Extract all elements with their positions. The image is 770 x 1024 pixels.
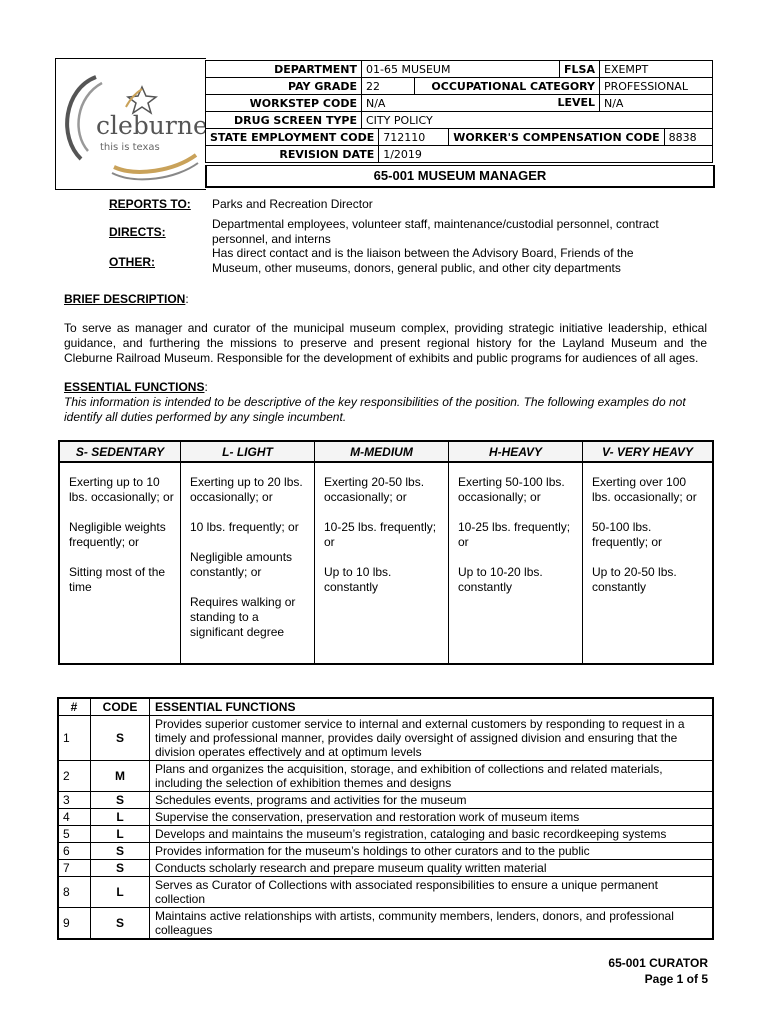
strength-header: S- SEDENTARY <box>59 441 181 462</box>
workstep-label: WORKSTEP CODE <box>206 95 362 112</box>
workers-comp-value: 8838 <box>664 129 712 146</box>
strength-header: V- VERY HEAVY <box>583 441 714 462</box>
row-text: Maintains active relationships with artists, community members, lenders, donors, and professional colleagues <box>150 908 714 940</box>
revision-date-label: REVISION DATE <box>206 146 379 163</box>
row-code: M <box>91 761 150 792</box>
reports-to-label: REPORTS TO: <box>109 197 191 211</box>
logo-tagline: this is texas <box>100 142 160 153</box>
strength-cell: Up to 10-20 lbs. constantly <box>458 565 543 594</box>
brief-heading-colon: : <box>185 292 189 306</box>
strength-cell: Exerting 20-50 lbs. occasionally; or <box>324 475 425 504</box>
workstep-value: N/A <box>366 96 386 110</box>
strength-cell: 50-100 lbs. frequently; or <box>592 520 663 549</box>
drug-screen-value: CITY POLICY <box>362 112 713 129</box>
job-title: 65-001 MUSEUM MANAGER <box>205 165 715 188</box>
strength-cell: Exerting over 100 lbs. occasionally; or <box>592 475 697 504</box>
drug-screen-label: DRUG SCREEN TYPE <box>206 112 362 129</box>
strength-column-light <box>181 462 315 664</box>
table-row <box>58 826 713 843</box>
essential-functions-table <box>57 697 714 940</box>
row-num: 7 <box>58 860 91 877</box>
workers-comp-label: WORKER'S COMPENSATION CODE <box>449 129 664 146</box>
strength-header: L- LIGHT <box>181 441 315 462</box>
strength-column-sedentary <box>59 462 181 664</box>
strength-cell: Negligible amounts constantly; or <box>190 550 293 579</box>
row-num: 4 <box>58 809 91 826</box>
table-row <box>58 761 713 792</box>
flsa-label: FLSA <box>560 61 600 78</box>
essential-functions-heading <box>64 380 208 394</box>
strength-cell: Negligible weights frequently; or <box>69 520 166 549</box>
page-footer <box>608 955 708 987</box>
row-code: S <box>91 860 150 877</box>
essential-heading-text: ESSENTIAL FUNCTIONS <box>64 380 205 394</box>
strength-cell: 10-25 lbs. frequently; or <box>324 520 437 549</box>
row-code: L <box>91 809 150 826</box>
occupational-category-label: OCCUPATIONAL CATEGORY <box>415 78 600 95</box>
strength-cell: Up to 20-50 lbs. constantly <box>592 565 677 594</box>
header-grid <box>205 60 713 129</box>
row-text: Supervise the conservation, preservation and restoration work of museum items <box>150 809 714 826</box>
row-text: Serves as Curator of Collections with associated responsibilities to ensure a unique permanent collection <box>150 877 714 908</box>
level-value: N/A <box>600 95 713 112</box>
brief-line-2: guidance, and furthering the missions to preserve and present regional history for the Layland Museum and the <box>64 336 707 350</box>
cleburne-logo <box>56 59 206 189</box>
occupational-category-value: PROFESSIONAL <box>600 78 713 95</box>
row-text: Plans and organizes the acquisition, storage, and exhibition of collections and related materials, including the selection of exhibition themes and designs <box>150 761 714 792</box>
row-text: Provides information for the museum’s holdings to other curators and to the public <box>150 843 714 860</box>
row-text: Provides superior customer service to internal and external customers by responding to request in a timely and professional manner, provides daily oversight of assigned division and ensuring that the division operates effectively and at optimum levels <box>150 716 714 761</box>
directs-label: DIRECTS: <box>109 225 166 239</box>
state-employment-code-value: 712110 <box>379 129 449 146</box>
row-num: 3 <box>58 792 91 809</box>
strength-cell: 10-25 lbs. frequently; or <box>458 520 571 549</box>
brief-description-text <box>64 321 707 366</box>
strength-column-heavy <box>449 462 583 664</box>
flsa-value: EXEMPT <box>600 61 713 78</box>
row-code: S <box>91 843 150 860</box>
state-employment-code-label: STATE EMPLOYMENT CODE <box>206 129 379 146</box>
strength-table <box>58 440 714 665</box>
strength-cell: Requires walking or standing to a significant degree <box>190 595 296 639</box>
brief-line-1: To serve as manager and curator of the municipal museum complex, providing strategic initiative leadership, ethical <box>64 321 707 335</box>
row-text: Schedules events, programs and activities for the museum <box>150 792 714 809</box>
table-row <box>58 792 713 809</box>
brief-description-heading <box>64 292 189 306</box>
col-desc-header: ESSENTIAL FUNCTIONS <box>150 698 714 716</box>
row-num: 9 <box>58 908 91 940</box>
strength-column-medium <box>315 462 449 664</box>
footer-page-number: Page 1 of 5 <box>644 972 708 986</box>
brief-line-3: Cleburne Railroad Museum. Responsible for the development of exhibits and public programs for audiences of all ages. <box>64 351 699 365</box>
pay-grade-value: 22 <box>362 78 415 95</box>
footer-doc-code: 65-001 CURATOR <box>608 956 708 970</box>
strength-cell: 10 lbs. frequently; or <box>190 520 299 534</box>
essential-heading-colon: : <box>204 380 208 394</box>
row-num: 2 <box>58 761 91 792</box>
level-label: LEVEL <box>557 96 595 109</box>
col-num-header: # <box>58 698 91 716</box>
other-label: OTHER: <box>109 255 155 269</box>
strength-cell: Exerting up to 10 lbs. occasionally; or <box>69 475 174 504</box>
row-text: Conducts scholarly research and prepare museum quality written material <box>150 860 714 877</box>
row-code: S <box>91 908 150 940</box>
strength-cell: Exerting 50-100 lbs. occasionally; or <box>458 475 565 504</box>
strength-cell: Sitting most of the time <box>69 565 166 594</box>
table-row <box>58 877 713 908</box>
directs-value: Departmental employees, volunteer staff, maintenance/custodial personnel, contract personnel, and interns <box>212 217 659 246</box>
col-code-header: CODE <box>91 698 150 716</box>
table-row <box>58 908 713 940</box>
strength-column-very-heavy <box>583 462 714 664</box>
strength-header: H-HEAVY <box>449 441 583 462</box>
department-label: DEPARTMENT <box>206 61 362 78</box>
strength-header: M-MEDIUM <box>315 441 449 462</box>
row-text: Develops and maintains the museum’s registration, cataloging and basic recordkeeping systems <box>150 826 714 843</box>
row-num: 6 <box>58 843 91 860</box>
table-row <box>58 860 713 877</box>
header-grid-lower <box>205 128 713 163</box>
row-num: 1 <box>58 716 91 761</box>
brief-heading-text: BRIEF DESCRIPTION <box>64 292 186 306</box>
row-code: L <box>91 877 150 908</box>
strength-cell: Up to 10 lbs. constantly <box>324 565 392 594</box>
essential-note: This information is intended to be descriptive of the key responsibilities of the position. The following examples do not identify all duties performed by any single incumbent. <box>64 395 686 424</box>
star-icon <box>128 87 156 113</box>
row-code: S <box>91 716 150 761</box>
row-code: S <box>91 792 150 809</box>
other-value: Has direct contact and is the liaison between the Advisory Board, Friends of the Museum, other museums, donors, general public, and other city departments <box>212 246 634 275</box>
table-row <box>58 843 713 860</box>
revision-date-value: 1/2019 <box>379 146 713 163</box>
row-num: 8 <box>58 877 91 908</box>
reports-to-value: Parks and Recreation Director <box>212 197 373 211</box>
row-num: 5 <box>58 826 91 843</box>
pay-grade-label: PAY GRADE <box>206 78 362 95</box>
department-value: 01-65 MUSEUM <box>362 61 560 78</box>
table-row <box>58 716 713 761</box>
logo-name: cleburne <box>96 111 206 140</box>
row-code: L <box>91 826 150 843</box>
strength-cell: Exerting up to 20 lbs. occasionally; or <box>190 475 303 504</box>
table-row <box>58 809 713 826</box>
logo-box <box>55 58 206 190</box>
